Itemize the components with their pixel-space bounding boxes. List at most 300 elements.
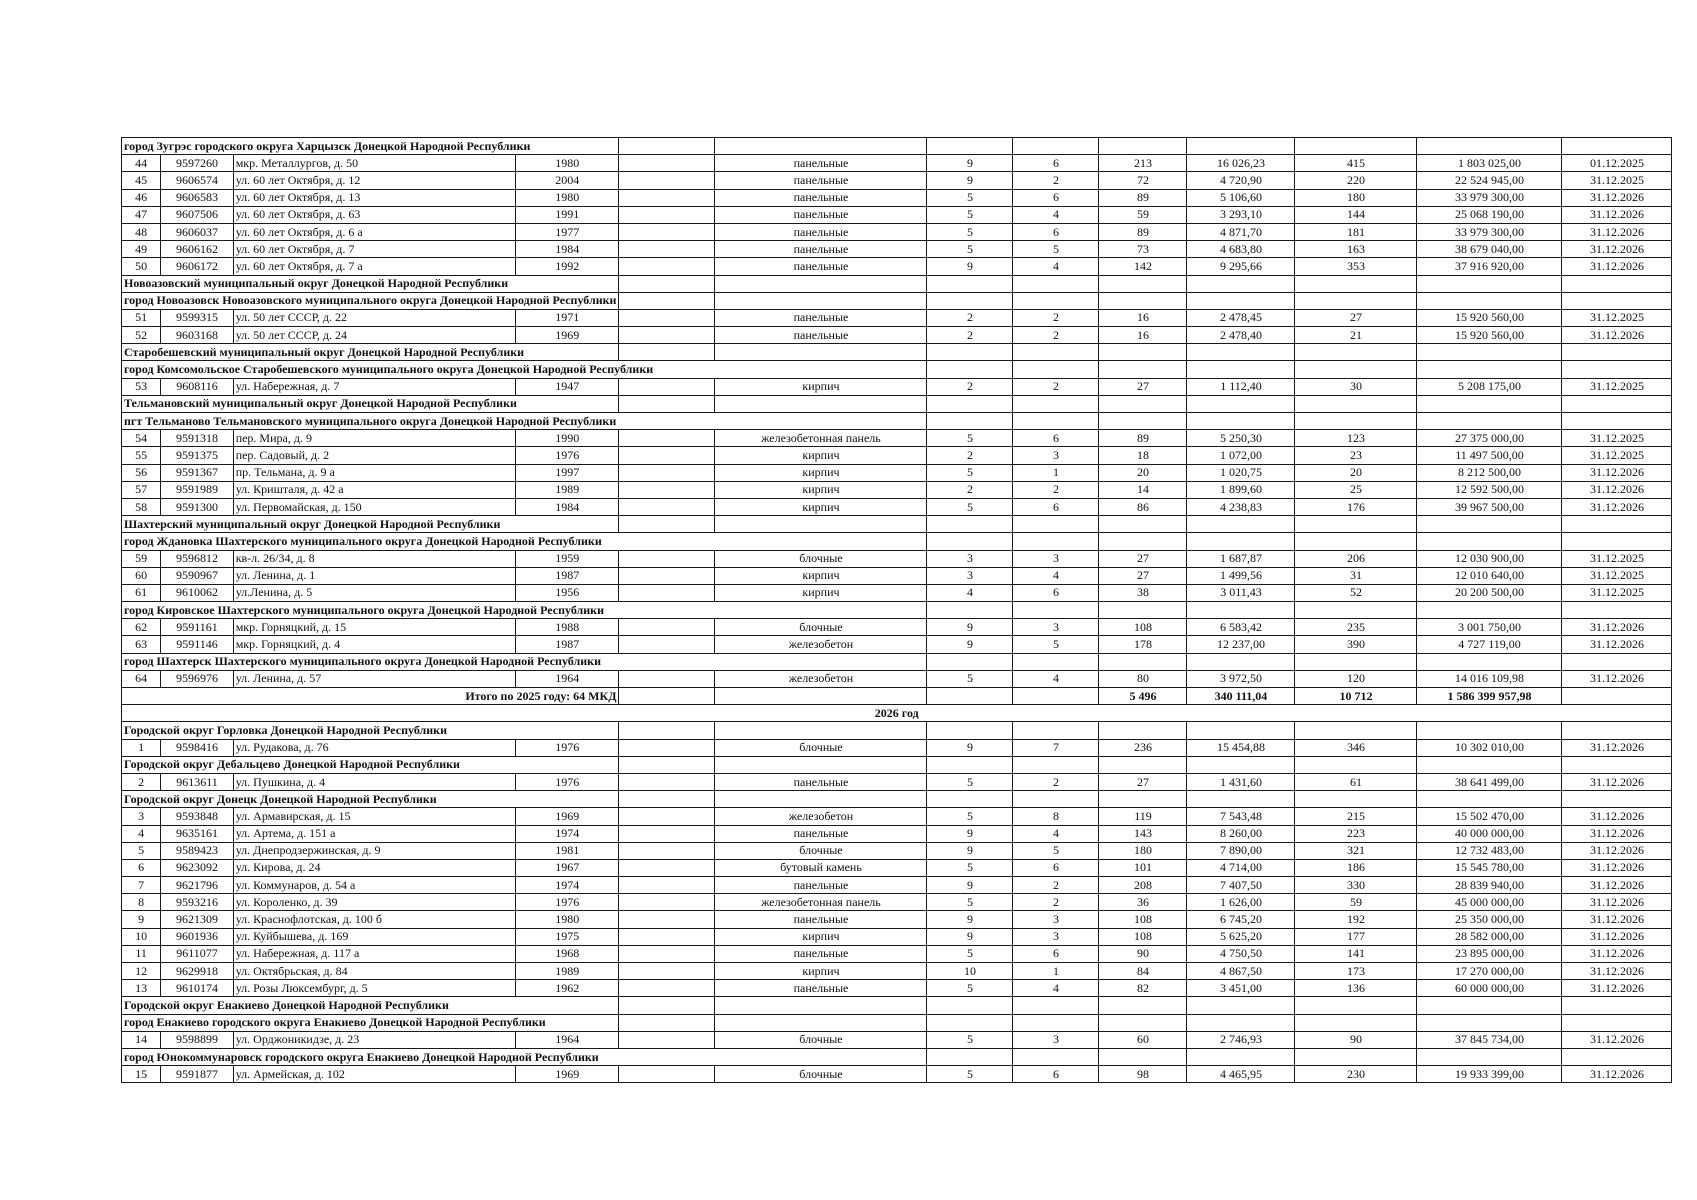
- cell-row-number: 49: [122, 241, 161, 258]
- empty-cell: [1295, 275, 1417, 292]
- cell-deadline: 31.12.2026: [1562, 1031, 1672, 1048]
- cell-floors: 5: [927, 206, 1013, 223]
- cell-year-built: 1989: [516, 481, 619, 498]
- cell-building-id: 9621309: [161, 911, 233, 928]
- empty-cell: [1417, 791, 1562, 808]
- cell-area: 1 072,00: [1187, 447, 1295, 464]
- table-row: [122, 963, 1672, 980]
- empty-cell: [1187, 138, 1295, 155]
- cell-cost: 15 502 470,00: [1417, 808, 1562, 825]
- cell-address: ул. Ленина, д. 57: [233, 670, 515, 687]
- cell-building-id: 9591877: [161, 1066, 233, 1083]
- table-row: [122, 945, 1672, 962]
- table-row: [122, 911, 1672, 928]
- section-header: город Зугрэс городского округа Харцызск Донецкой Народной Республики: [122, 138, 619, 155]
- cell-apartments: 208: [1099, 877, 1187, 894]
- cell-building-id: 9606583: [161, 189, 233, 206]
- empty-cell: [1013, 1014, 1099, 1031]
- empty-cell: [619, 138, 715, 155]
- cell-apartments: 36: [1099, 894, 1187, 911]
- cell-deadline: 31.12.2026: [1562, 498, 1672, 515]
- empty-cell: [1417, 344, 1562, 361]
- empty-cell: [1187, 395, 1295, 412]
- cell-deadline: 31.12.2025: [1562, 430, 1672, 447]
- cell-area: 8 260,00: [1187, 825, 1295, 842]
- cell-area: 7 407,50: [1187, 877, 1295, 894]
- empty-cell: [1295, 653, 1417, 670]
- cell-row-number: 6: [122, 859, 161, 876]
- cell-deadline: 31.12.2026: [1562, 963, 1672, 980]
- cell-residents: 31: [1295, 567, 1417, 584]
- cell-cost: 15 545 780,00: [1417, 859, 1562, 876]
- cell-area: 6 583,42: [1187, 619, 1295, 636]
- cell-blank: [619, 619, 715, 636]
- cell-row-number: 51: [122, 309, 161, 326]
- section-header-row: [122, 1014, 1672, 1031]
- table-row: [122, 808, 1672, 825]
- cell-deadline: 31.12.2025: [1562, 172, 1672, 189]
- cell-apartments: 108: [1099, 619, 1187, 636]
- cell-cost: 14 016 109,98: [1417, 670, 1562, 687]
- cell-apartments: 60: [1099, 1031, 1187, 1048]
- cell-year-built: 1991: [516, 206, 619, 223]
- cell-address: ул. 60 лет Октября, д. 6 а: [233, 223, 515, 240]
- cell-residents: 144: [1295, 206, 1417, 223]
- empty-cell: [1295, 756, 1417, 773]
- cell-apartments: 27: [1099, 378, 1187, 395]
- cell-apartments: 178: [1099, 636, 1187, 653]
- cell-blank: [619, 155, 715, 172]
- cell-blank: [619, 945, 715, 962]
- table-row: [122, 773, 1672, 790]
- empty-cell: [1562, 344, 1672, 361]
- cell-cost: 20 200 500,00: [1417, 584, 1562, 601]
- cell-year-built: 1990: [516, 430, 619, 447]
- cell-floors: 5: [927, 670, 1013, 687]
- cell-entrances: 4: [1013, 258, 1099, 275]
- table-row: [122, 498, 1672, 515]
- cell-blank: [619, 928, 715, 945]
- section-header: город Кировское Шахтерского муниципального округа Донецкой Народной Республики: [122, 602, 927, 619]
- cell-residents: 163: [1295, 241, 1417, 258]
- empty-cell: [927, 756, 1013, 773]
- cell-row-number: 44: [122, 155, 161, 172]
- cell-residents: 136: [1295, 980, 1417, 997]
- cell-area: 4 238,83: [1187, 498, 1295, 515]
- cell-blank: [619, 773, 715, 790]
- empty-cell: [1099, 138, 1187, 155]
- cell-residents: 235: [1295, 619, 1417, 636]
- cell-cost: 17 270 000,00: [1417, 963, 1562, 980]
- section-header-row: [122, 361, 1672, 378]
- cell-cost: 27 375 000,00: [1417, 430, 1562, 447]
- cell-cost: 33 979 300,00: [1417, 223, 1562, 240]
- cell-entrances: 5: [1013, 636, 1099, 653]
- empty-cell: [1099, 516, 1187, 533]
- cell-deadline: 31.12.2026: [1562, 636, 1672, 653]
- cell-apartments: 108: [1099, 928, 1187, 945]
- cell-area: 1 687,87: [1187, 550, 1295, 567]
- cell-row-number: 48: [122, 223, 161, 240]
- cell-blank: [619, 327, 715, 344]
- cell-year-built: 1976: [516, 894, 619, 911]
- cell-cost: 1 803 025,00: [1417, 155, 1562, 172]
- cell-blank: [619, 481, 715, 498]
- cell-year-built: 1975: [516, 928, 619, 945]
- cell-wall-material: панельные: [715, 309, 927, 326]
- cell-wall-material: блочные: [715, 1066, 927, 1083]
- section-header-row: [122, 756, 1672, 773]
- section-header: город Енакиево городского округа Енакиево Донецкой Народной Республики: [122, 1014, 619, 1031]
- cell-building-id: 9608116: [161, 378, 233, 395]
- empty-cell: [619, 791, 715, 808]
- table-row: [122, 619, 1672, 636]
- empty-cell: [1013, 602, 1099, 619]
- table-row: [122, 464, 1672, 481]
- empty-cell: [927, 275, 1013, 292]
- cell-cost: 5 208 175,00: [1417, 378, 1562, 395]
- cell-address: пер. Садовый, д. 2: [233, 447, 515, 464]
- cell-address: ул. Артема, д. 151 а: [233, 825, 515, 842]
- cell-blank: [619, 464, 715, 481]
- cell-apartments: 180: [1099, 842, 1187, 859]
- cell-blank: [619, 172, 715, 189]
- empty-cell: [715, 292, 927, 309]
- cell-wall-material: панельные: [715, 945, 927, 962]
- cell-deadline: 31.12.2026: [1562, 739, 1672, 756]
- cell-deadline: 31.12.2026: [1562, 223, 1672, 240]
- cell-residents: 321: [1295, 842, 1417, 859]
- cell-apartments: 72: [1099, 172, 1187, 189]
- cell-year-built: 1969: [516, 1066, 619, 1083]
- empty-cell: [927, 602, 1013, 619]
- cell-residents: 186: [1295, 859, 1417, 876]
- cell-year-built: 1987: [516, 636, 619, 653]
- cell-deadline: 31.12.2026: [1562, 619, 1672, 636]
- cell-residents: 59: [1295, 894, 1417, 911]
- total-area: 340 111,04: [1187, 688, 1295, 705]
- empty-cell: [1562, 791, 1672, 808]
- cell-blank: [619, 894, 715, 911]
- cell-building-id: 9621796: [161, 877, 233, 894]
- empty-cell: [1013, 516, 1099, 533]
- cell-address: ул. Куйбышева, д. 169: [233, 928, 515, 945]
- empty-cell: [1295, 361, 1417, 378]
- cell-building-id: 9591146: [161, 636, 233, 653]
- empty-cell: [619, 292, 715, 309]
- cell-floors: 9: [927, 877, 1013, 894]
- empty-cell: [715, 722, 927, 739]
- cell-row-number: 54: [122, 430, 161, 447]
- empty-cell: [1187, 602, 1295, 619]
- cell-wall-material: панельные: [715, 877, 927, 894]
- cell-floors: 5: [927, 1066, 1013, 1083]
- empty-cell: [1187, 722, 1295, 739]
- cell-wall-material: панельные: [715, 825, 927, 842]
- cell-floors: 5: [927, 894, 1013, 911]
- cell-wall-material: кирпич: [715, 584, 927, 601]
- cell-address: ул. Кирова, д. 24: [233, 859, 515, 876]
- cell-entrances: 2: [1013, 378, 1099, 395]
- cell-year-built: 2004: [516, 172, 619, 189]
- cell-residents: 123: [1295, 430, 1417, 447]
- cell-year-built: 1969: [516, 327, 619, 344]
- empty-cell: [1187, 275, 1295, 292]
- table-row: [122, 481, 1672, 498]
- cell-deadline: 01.12.2025: [1562, 155, 1672, 172]
- cell-apartments: 108: [1099, 911, 1187, 928]
- table-row: [122, 223, 1672, 240]
- year-heading: 2026 год: [122, 705, 1672, 722]
- cell-address: ул. Рудакова, д. 76: [233, 739, 515, 756]
- cell-year-built: 1947: [516, 378, 619, 395]
- cell-cost: 25 068 190,00: [1417, 206, 1562, 223]
- cell-area: 4 867,50: [1187, 963, 1295, 980]
- cell-wall-material: панельные: [715, 911, 927, 928]
- empty-cell: [1187, 791, 1295, 808]
- cell-cost: 28 839 940,00: [1417, 877, 1562, 894]
- cell-row-number: 64: [122, 670, 161, 687]
- empty-cell: [1562, 602, 1672, 619]
- cell-entrances: 6: [1013, 584, 1099, 601]
- cell-area: 1 626,00: [1187, 894, 1295, 911]
- cell-cost: 37 916 920,00: [1417, 258, 1562, 275]
- cell-wall-material: кирпич: [715, 567, 927, 584]
- cell-entrances: 4: [1013, 567, 1099, 584]
- cell-building-id: 9591367: [161, 464, 233, 481]
- cell-blank: [619, 241, 715, 258]
- empty-cell: [1099, 361, 1187, 378]
- cell-blank: [619, 739, 715, 756]
- empty-cell: [1417, 722, 1562, 739]
- empty-cell: [1417, 275, 1562, 292]
- cell-row-number: 57: [122, 481, 161, 498]
- cell-cost: 15 920 560,00: [1417, 309, 1562, 326]
- cell-cost: 33 979 300,00: [1417, 189, 1562, 206]
- cell-floors: 2: [927, 327, 1013, 344]
- cell-address: пер. Мира, д. 9: [233, 430, 515, 447]
- table-row: [122, 309, 1672, 326]
- empty-cell: [1295, 1014, 1417, 1031]
- empty-cell: [1099, 722, 1187, 739]
- cell-row-number: 3: [122, 808, 161, 825]
- cell-wall-material: кирпич: [715, 928, 927, 945]
- cell-floors: 5: [927, 945, 1013, 962]
- cell-entrances: 3: [1013, 447, 1099, 464]
- cell-cost: 37 845 734,00: [1417, 1031, 1562, 1048]
- total-apartments: 5 496: [1099, 688, 1187, 705]
- cell-building-id: 9606162: [161, 241, 233, 258]
- cell-entrances: 6: [1013, 945, 1099, 962]
- cell-row-number: 1: [122, 739, 161, 756]
- cell-building-id: 9629918: [161, 963, 233, 980]
- cell-cost: 15 920 560,00: [1417, 327, 1562, 344]
- cell-year-built: 1968: [516, 945, 619, 962]
- cell-row-number: 60: [122, 567, 161, 584]
- cell-year-built: 1967: [516, 859, 619, 876]
- section-header: город Шахтерск Шахтерского муниципального округа Донецкой Народной Республики: [122, 653, 927, 670]
- total-label: Итого по 2025 году: 64 МКД: [122, 688, 619, 705]
- total-residents: 10 712: [1295, 688, 1417, 705]
- cell-wall-material: панельные: [715, 155, 927, 172]
- cell-entrances: 2: [1013, 172, 1099, 189]
- cell-deadline: 31.12.2026: [1562, 1066, 1672, 1083]
- empty-cell: [927, 138, 1013, 155]
- table-row: [122, 842, 1672, 859]
- cell-deadline: 31.12.2026: [1562, 670, 1672, 687]
- cell-cost: 22 524 945,00: [1417, 172, 1562, 189]
- cell-blank: [619, 980, 715, 997]
- cell-area: 5 250,30: [1187, 430, 1295, 447]
- cell-building-id: 9599315: [161, 309, 233, 326]
- cell-entrances: 1: [1013, 464, 1099, 481]
- cell-address: ул. 60 лет Октября, д. 7: [233, 241, 515, 258]
- cell-residents: 90: [1295, 1031, 1417, 1048]
- cell-floors: 9: [927, 619, 1013, 636]
- table-row: [122, 980, 1672, 997]
- cell-floors: 5: [927, 241, 1013, 258]
- cell-area: 4 750,50: [1187, 945, 1295, 962]
- table-row: [122, 739, 1672, 756]
- table-row: [122, 894, 1672, 911]
- cell-apartments: 90: [1099, 945, 1187, 962]
- cell-blank: [619, 206, 715, 223]
- cell-blank: [619, 223, 715, 240]
- cell-apartments: 143: [1099, 825, 1187, 842]
- cell-apartments: 98: [1099, 1066, 1187, 1083]
- cell-building-id: 9603168: [161, 327, 233, 344]
- section-header: Новоазовский муниципальный округ Донецкой Народной Республики: [122, 275, 619, 292]
- table-row: [122, 670, 1672, 687]
- cell-wall-material: бутовый камень: [715, 859, 927, 876]
- cell-address: ул. Первомайская, д. 150: [233, 498, 515, 515]
- cell-year-built: 1956: [516, 584, 619, 601]
- empty-cell: [715, 395, 927, 412]
- cell-residents: 176: [1295, 498, 1417, 515]
- section-header-row: [122, 533, 1672, 550]
- cell-area: 5 106,60: [1187, 189, 1295, 206]
- section-header-row: [122, 602, 1672, 619]
- cell-cost: 8 212 500,00: [1417, 464, 1562, 481]
- cell-floors: 10: [927, 963, 1013, 980]
- cell-row-number: 50: [122, 258, 161, 275]
- cell-cost: 40 000 000,00: [1417, 825, 1562, 842]
- cell-wall-material: кирпич: [715, 464, 927, 481]
- cell-building-id: 9623092: [161, 859, 233, 876]
- cell-floors: 2: [927, 378, 1013, 395]
- cell-address: ул. Розы Люксембург, д. 5: [233, 980, 515, 997]
- empty-cell: [1099, 344, 1187, 361]
- cell-address: ул. 60 лет Октября, д. 7 а: [233, 258, 515, 275]
- empty-cell: [1417, 1014, 1562, 1031]
- empty-cell: [1562, 361, 1672, 378]
- cell-floors: 9: [927, 172, 1013, 189]
- empty-cell: [1417, 653, 1562, 670]
- cell-year-built: 1981: [516, 842, 619, 859]
- section-header-row: [122, 516, 1672, 533]
- cell-wall-material: панельные: [715, 327, 927, 344]
- cell-apartments: 82: [1099, 980, 1187, 997]
- cell-apartments: 89: [1099, 430, 1187, 447]
- cell-deadline: 31.12.2026: [1562, 859, 1672, 876]
- cell-floors: 9: [927, 928, 1013, 945]
- cell-residents: 27: [1295, 309, 1417, 326]
- cell-row-number: 52: [122, 327, 161, 344]
- cell-deadline: 31.12.2026: [1562, 189, 1672, 206]
- cell-deadline: 31.12.2026: [1562, 241, 1672, 258]
- cell-residents: 181: [1295, 223, 1417, 240]
- cell-deadline: 31.12.2026: [1562, 894, 1672, 911]
- section-header: Городской округ Енакиево Донецкой Народной Республики: [122, 997, 619, 1014]
- empty-cell: [1417, 756, 1562, 773]
- empty-cell: [1417, 361, 1562, 378]
- cell-blank: [619, 636, 715, 653]
- cell-wall-material: железобетон: [715, 636, 927, 653]
- table-row: [122, 877, 1672, 894]
- cell-residents: 223: [1295, 825, 1417, 842]
- table-row: [122, 1031, 1672, 1048]
- cell-address: ул. 50 лет СССР, д. 24: [233, 327, 515, 344]
- empty-cell: [619, 395, 715, 412]
- table-row: [122, 241, 1672, 258]
- cell-cost: 3 001 750,00: [1417, 619, 1562, 636]
- cell-area: 2 478,45: [1187, 309, 1295, 326]
- cell-building-id: 9591161: [161, 619, 233, 636]
- cell-building-id: 9613611: [161, 773, 233, 790]
- empty-cell: [1099, 997, 1187, 1014]
- empty-cell: [1295, 722, 1417, 739]
- cell-deadline: 31.12.2025: [1562, 309, 1672, 326]
- cell-address: ул. 60 лет Октября, д. 13: [233, 189, 515, 206]
- cell-residents: 192: [1295, 911, 1417, 928]
- table-row: [122, 550, 1672, 567]
- cell-wall-material: панельные: [715, 172, 927, 189]
- empty-cell: [619, 275, 715, 292]
- cell-address: ул. 60 лет Октября, д. 63: [233, 206, 515, 223]
- cell-area: 16 026,23: [1187, 155, 1295, 172]
- cell-wall-material: панельные: [715, 206, 927, 223]
- cell-address: ул. 50 лет СССР, д. 22: [233, 309, 515, 326]
- cell-building-id: 9610062: [161, 584, 233, 601]
- cell-year-built: 1974: [516, 825, 619, 842]
- cell-blank: [619, 842, 715, 859]
- empty-cell: [1099, 653, 1187, 670]
- cell-address: мкр. Металлургов, д. 50: [233, 155, 515, 172]
- cell-floors: 2: [927, 481, 1013, 498]
- section-header: Городской округ Дебальцево Донецкой Народной Республики: [122, 756, 619, 773]
- cell-residents: 21: [1295, 327, 1417, 344]
- cell-row-number: 13: [122, 980, 161, 997]
- cell-deadline: 31.12.2026: [1562, 911, 1672, 928]
- cell-wall-material: блочные: [715, 619, 927, 636]
- cell-apartments: 20: [1099, 464, 1187, 481]
- cell-apartments: 89: [1099, 223, 1187, 240]
- cell-cost: 23 895 000,00: [1417, 945, 1562, 962]
- cell-building-id: 9591300: [161, 498, 233, 515]
- cell-row-number: 47: [122, 206, 161, 223]
- cell-area: 4 720,90: [1187, 172, 1295, 189]
- cell-deadline: 31.12.2026: [1562, 808, 1672, 825]
- cell-cost: 39 967 500,00: [1417, 498, 1562, 515]
- cell-row-number: 58: [122, 498, 161, 515]
- empty-cell: [1562, 1014, 1672, 1031]
- empty-cell: [1295, 791, 1417, 808]
- cell-entrances: 4: [1013, 980, 1099, 997]
- cell-entrances: 3: [1013, 550, 1099, 567]
- empty-cell: [619, 722, 715, 739]
- empty-cell: [1013, 791, 1099, 808]
- cell-year-built: 1959: [516, 550, 619, 567]
